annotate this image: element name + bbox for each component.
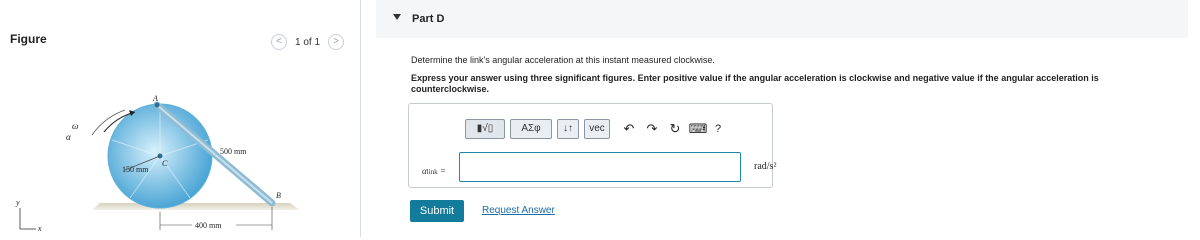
x-axis-label: x [38,224,42,233]
figure-panel [0,0,360,237]
pager-count: 1 of 1 [295,36,321,48]
submit-button[interactable]: Submit [410,200,464,222]
undo-icon[interactable]: ↶ [623,120,635,136]
pin-a [155,103,160,108]
alpha-label: α [66,132,71,142]
point-c-label: C [162,159,168,168]
redo-icon[interactable]: ↷ [646,120,658,136]
greek-label: ΑΣφ [521,123,541,134]
answer-input[interactable] [459,152,741,182]
panel-divider [360,0,361,237]
part-header[interactable] [376,0,1188,38]
var-subscript: link [426,168,438,176]
figure-title: Figure [10,32,47,46]
var-equals: = [437,166,446,176]
radius-label: 150 mm [122,165,149,174]
mechanism-diagram [0,80,360,237]
prev-figure-button[interactable] [271,34,287,50]
templates-button[interactable] [465,119,505,139]
point-a-label: A [153,94,158,103]
instructions-text: Express your answer using three significant figures. Enter positive value if the angular acceleration is clockwise and negative value if the angular acceleration is counterclockwise. [411,73,1099,94]
var-symbol: α [422,166,427,176]
vec-label: vec [589,123,605,134]
chevron-right-icon: > [333,36,339,47]
question-text: Determine the link's angular acceleration at this instant measured clockwise. [411,55,715,65]
units-label: rad/s² [754,161,777,172]
chevron-left-icon: < [276,36,282,47]
base-length-label: 400 mm [195,221,222,230]
request-answer-link[interactable]: Request Answer [482,205,555,216]
keyboard-icon[interactable]: ⌨ [688,120,708,136]
greek-button[interactable] [510,119,552,139]
y-axis-label: y [16,198,20,207]
link-length-label: 500 mm [220,147,247,156]
part-title: Part D [412,13,445,25]
vec-button[interactable] [584,119,610,139]
help-icon[interactable]: ? [715,122,722,135]
caret-down-icon[interactable] [393,14,401,20]
arrows-icon: ↓↑ [563,123,573,134]
templates-icon: ▮√▯ [476,123,494,134]
point-b-label: B [276,191,281,200]
math-toolbar [465,118,721,139]
next-figure-button[interactable] [328,34,344,50]
figure-pager [271,34,344,50]
arrows-button[interactable] [557,119,579,139]
reset-icon[interactable]: ↻ [669,120,681,136]
omega-label: ω [72,121,79,131]
answer-variable-label [422,166,446,176]
